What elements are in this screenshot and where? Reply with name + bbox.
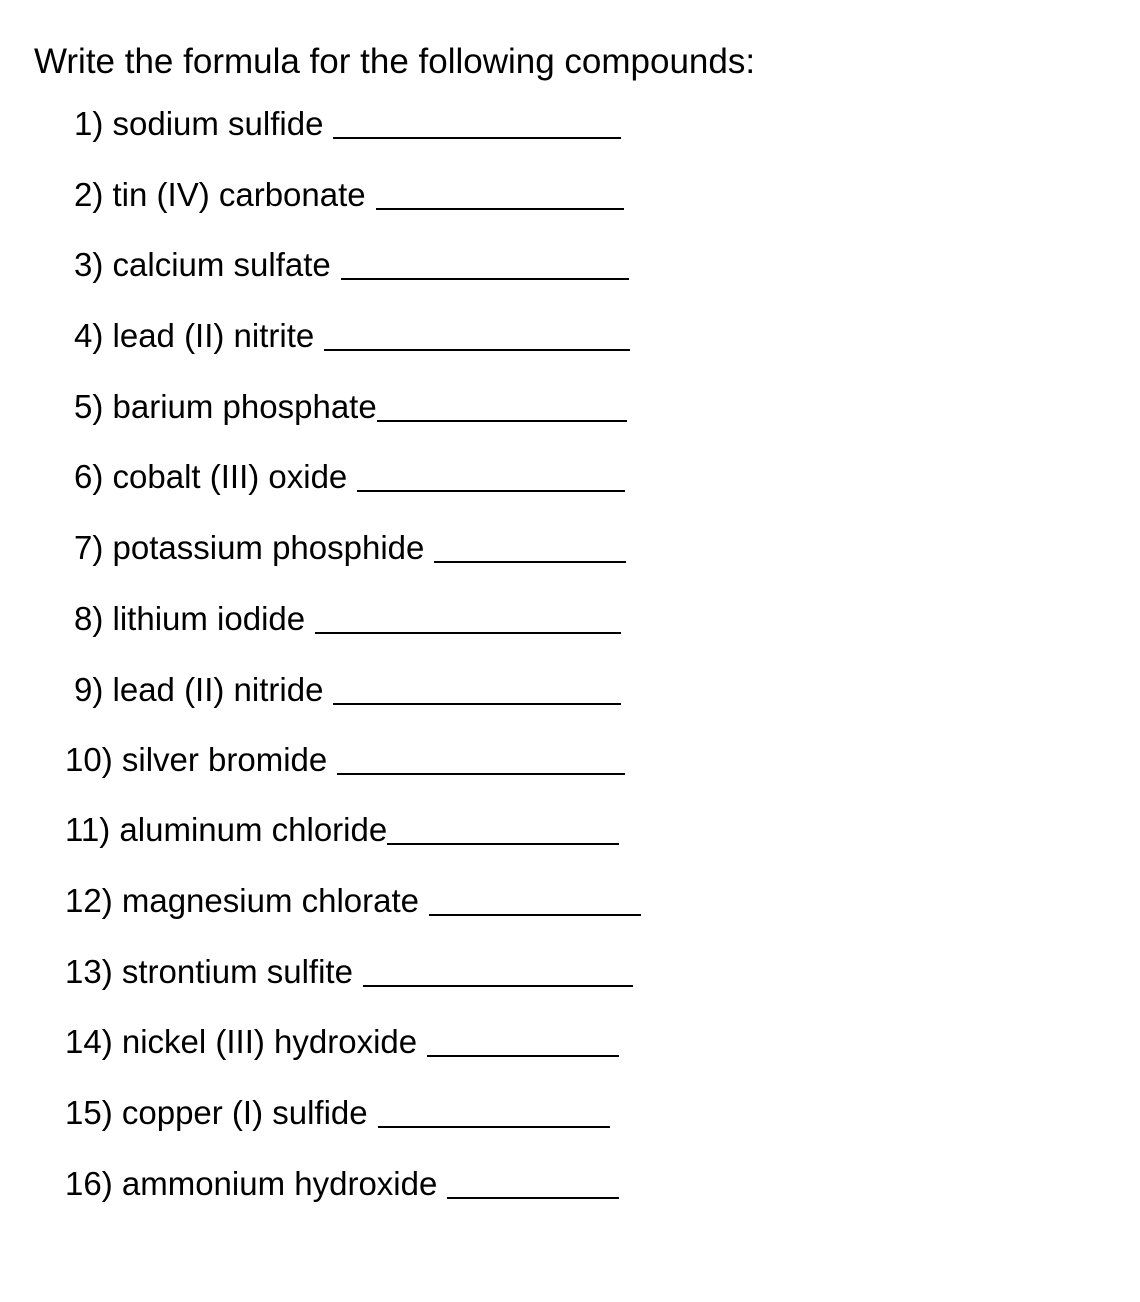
answer-blank[interactable]: [315, 632, 621, 634]
worksheet-item-7: [74, 528, 626, 568]
answer-blank[interactable]: [447, 1197, 619, 1199]
page-title: Write the formula for the following compounds:: [34, 42, 756, 81]
item-label: 13) strontium sulfite: [65, 953, 353, 990]
item-label: 4) lead (II) nitrite: [74, 317, 315, 354]
answer-blank[interactable]: [427, 1055, 619, 1057]
item-label: 16) ammonium hydroxide: [65, 1165, 438, 1202]
worksheet-item-2: [74, 175, 624, 215]
worksheet-item-4: [74, 316, 630, 356]
answer-blank[interactable]: [357, 490, 625, 492]
answer-blank[interactable]: [333, 703, 621, 705]
worksheet-item-15: [65, 1093, 610, 1133]
worksheet-item-16: [65, 1164, 619, 1204]
answer-blank[interactable]: [324, 349, 630, 351]
item-label: 10) silver bromide: [65, 741, 328, 778]
item-label: 12) magnesium chlorate: [65, 882, 420, 919]
worksheet-item-9: [74, 670, 621, 710]
answer-blank[interactable]: [387, 843, 619, 845]
answer-blank[interactable]: [341, 278, 629, 280]
answer-blank[interactable]: [429, 914, 641, 916]
item-label: 2) tin (IV) carbonate: [74, 176, 366, 213]
worksheet-item-8: [74, 599, 621, 639]
item-label: 9) lead (II) nitride: [74, 671, 324, 708]
item-label: 7) potassium phosphide: [74, 529, 425, 566]
worksheet-item-14: [65, 1022, 619, 1062]
worksheet-item-1: [74, 104, 621, 144]
item-label: 14) nickel (III) hydroxide: [65, 1023, 418, 1060]
answer-blank[interactable]: [337, 773, 625, 775]
item-label: 15) copper (I) sulfide: [65, 1094, 368, 1131]
answer-blank[interactable]: [376, 208, 624, 210]
worksheet-item-11: [65, 810, 619, 850]
answer-blank[interactable]: [378, 1126, 610, 1128]
item-label: 11) aluminum chloride: [65, 811, 388, 848]
worksheet-item-6: [74, 457, 625, 497]
item-label: 8) lithium iodide: [74, 600, 306, 637]
answer-blank[interactable]: [363, 985, 633, 987]
answer-blank[interactable]: [377, 420, 627, 422]
worksheet-item-3: [74, 245, 629, 285]
worksheet-item-5: [74, 387, 627, 427]
item-label: 5) barium phosphate: [74, 388, 377, 425]
item-label: 1) sodium sulfide: [74, 105, 324, 142]
worksheet-item-10: [65, 740, 625, 780]
worksheet-item-12: [65, 881, 641, 921]
worksheet-item-13: [65, 952, 633, 992]
item-label: 3) calcium sulfate: [74, 246, 331, 283]
answer-blank[interactable]: [434, 561, 626, 563]
item-label: 6) cobalt (III) oxide: [74, 458, 348, 495]
answer-blank[interactable]: [333, 137, 621, 139]
